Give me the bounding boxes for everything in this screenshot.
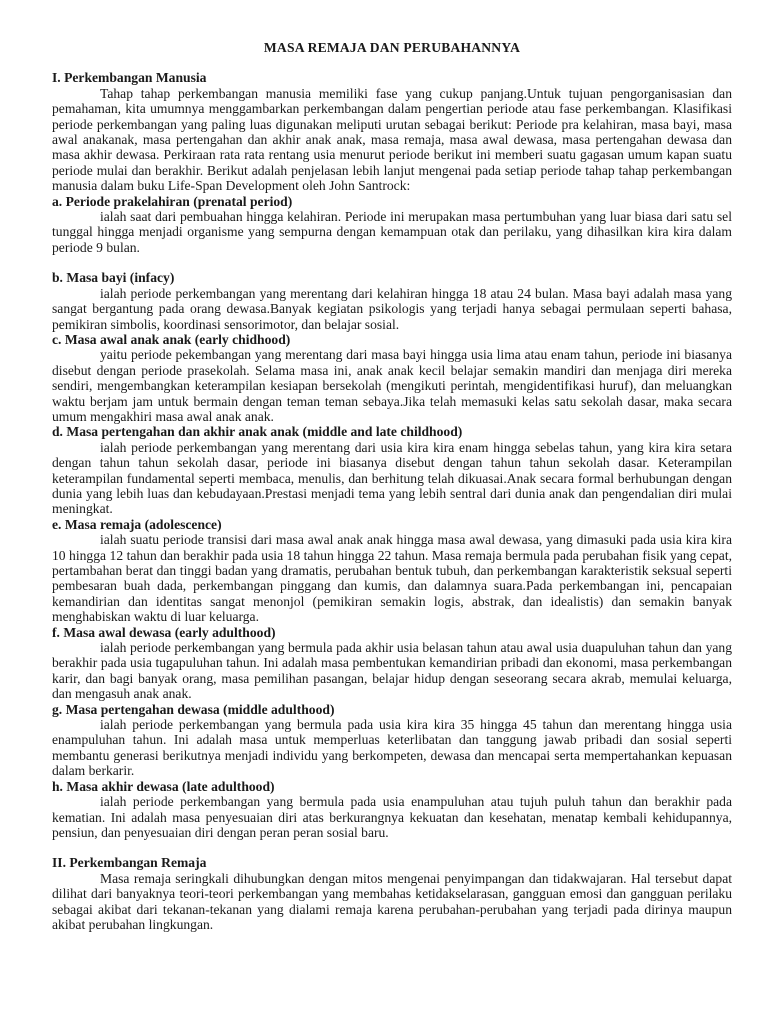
period-text-prenatal: ialah saat dari pembuahan hingga kelahiran. Periode ini merupakan masa pertumbuhan yang luar biasa dari satu sel tunggal hingga menjadi organisme yang sempurna dengan kemampuan otak dan perilaku, yang dihasilkan kira kira dalam periode 9 bulan. <box>52 209 732 255</box>
paragraph-spacer <box>52 840 732 855</box>
period-heading-late-adulthood: h. Masa akhir dewasa (late adulthood) <box>52 778 275 794</box>
period-text-early-childhood: yaitu periode pekembangan yang merentang dari masa bayi hingga usia lima atau enam tahun, periode ini biasanya disebut dengan periode prasekolah. Selama masa ini, anak anak kecil belajar semakin mandiri dan menjaga diri mereka sendiri, mengembangkan keterampilan kesiapan bersekolah (mengikuti perintah, mengidentifikasi huruf), dan meluangkan waktu berjam jam untuk bermain dengan teman teman sebaya.Jika telah memasuki kelas satu sekolah dasar, maka secara umum mengakhiri masa awal anak anak. <box>52 347 732 424</box>
period-text-early-adulthood: ialah periode perkembangan yang bermula pada akhir usia belasan tahun atau awal usia duapuluhan tahun dan yang berakhir pada usia tugapuluhan tahun. Ini adalah masa pembentukan kemandirian pribadi dan ekonomi, masa perkembangan karir, dan bagi banyak orang, masa pemilihan pasangan, belajar hidup dengan seseorang secara akrab, memulai keluarga, dan mengasuh anak anak. <box>52 640 732 702</box>
section-paragraph-remaja: Masa remaja seringkali dihubungkan dengan mitos mengenai penyimpangan dan tidakwajaran. Hal tersebut dapat dilihat dari banyaknya teori-teori perkembangan yang membahas ketidakselarasan, gangguan emosi dan gangguan perilaku sebagai akibat dari tekanan-tekanan yang dialami remaja karena perubahan-perubahan yang terjadi pada dirinya maupun akibat perubahan lingkungan. <box>52 870 732 932</box>
section-heading-perkembangan-remaja: II. Perkembangan Remaja <box>52 855 207 871</box>
period-heading-adolescence: e. Masa remaja (adolescence) <box>52 516 222 532</box>
period-heading-early-childhood: c. Masa awal anak anak (early chidhood) <box>52 331 291 347</box>
section-heading-perkembangan-manusia: I. Perkembangan Manusia <box>52 70 207 86</box>
period-text-infancy: ialah periode perkembangan yang merentang dari kelahiran hingga 18 atau 24 bulan. Masa bayi adalah masa yang sangat bergantung pada orang dewasa.Banyak kegiatan psikologis yang terjadi hanya sebagai permulaan seperti bahasa, pemikiran simbolis, koordinasi sensorimotor, dan belajar sosial. <box>52 285 732 332</box>
section-intro-paragraph: Tahap tahap perkembangan manusia memiliki fase yang cukup panjang.Untuk tujuan pengorganisasian dan pemahaman, kita umumnya menggambarkan perkembangan dalam pengertian periode atau fase perkembangan. Klasifikasi periode perkembangan yang paling luas digunakan meliputi urutan sebagai berikut: Periode pra kelahiran, masa bayi, masa awal anakanak, masa pertengahan dan akhir anak anak, masa remaja, masa awal dewasa, masa pertengahan dewasa dan masa akhir dewasa. Perkiraan rata rata rentang usia menurut periode berikut ini memberi suatu gagasan umum kapan suatu periode mulai dan berakhir. Berikut adalah penjelasan lebih lanjut mengenai pada setiap periode tahap tahap perkembangan manusia dalam buku Life-Span Development oleh John Santrock: <box>52 85 732 194</box>
period-text-middle-late-childhood: ialah periode perkembangan yang merentang dari usia kira kira enam hingga sebelas tahun, yang kira kira setara dengan tahun tahun sekolah dasar, periode ini biasanya disebut dengan tahun tahun sekolah dasar. Keterampilan keterampilan fundamental seperti membaca, menulis, dan berhitung telah dikuasai.Anak secara formal berhubungan dengan dunia yang lebih luas dan kebudayaan.Prestasi menjadi tema yang lebih sentral dari dunia anak dan pengendalian diri mulai meningkat. <box>52 439 732 517</box>
period-heading-middle-late-childhood: d. Masa pertengahan dan akhir anak anak (middle and late childhood) <box>52 424 463 440</box>
period-text-late-adulthood: ialah periode perkembangan yang bermula pada usia enampuluhan atau tujuh puluh tahun dan berakhir pada kematian. Ini adalah masa penyesuaian diri atas berkurangnya kekuatan dan kesehatan, menatap kembali kehidupannya, pensiun, dan penyesuaian diri dengan peran peran sosial baru. <box>52 794 732 840</box>
period-heading-early-adulthood: f. Masa awal dewasa (early adulthood) <box>52 624 276 640</box>
period-heading-prenatal: a. Periode prakelahiran (prenatal period) <box>52 193 293 209</box>
period-heading-middle-adulthood: g. Masa pertengahan dewasa (middle adulthood) <box>52 701 335 717</box>
period-text-adolescence: ialah suatu periode transisi dari masa awal anak anak hingga masa awal dewasa, yang dimasuki pada usia kira kira 10 hingga 12 tahun dan berakhir pada usia 18 tahun hingga 22 tahun. Masa remaja bermula pada perubahan fisik yang cepat, pertambahan berat dan tinggi badan yang dramatis, perubahan bentuk tubuh, dan perkembangan karakteristik seksual seperti pembesaran buah dada, perkembangan pinggang dan kumis, dan dalamnya suara.Pada perkembangan ini, pencapaian kemandirian dan identitas sangat menonjol (pemikiran semakin logis, abstrak, dan idealistis) dan semakin banyak menghabiskan waktu di luar keluarga. <box>52 532 732 625</box>
period-heading-infancy: b. Masa bayi (infacy) <box>52 270 175 286</box>
paragraph-spacer <box>52 255 732 270</box>
period-text-middle-adulthood: ialah periode perkembangan yang bermula pada usia kira kira 35 hingga 45 tahun dan merentang hingga usia enampuluhan tahun. Ini adalah masa untuk memperluas keterlibatan dan tanggung jawab pribadi dan sosial seperti membantu generasi berikutnya menjadi individu yang berkompeten, dewasa dan mencapai serta mempertahankan kepuasan dalam berkarir. <box>52 717 732 779</box>
document-page <box>52 40 732 932</box>
document-title: MASA REMAJA DAN PERUBAHANNYA <box>263 40 521 55</box>
